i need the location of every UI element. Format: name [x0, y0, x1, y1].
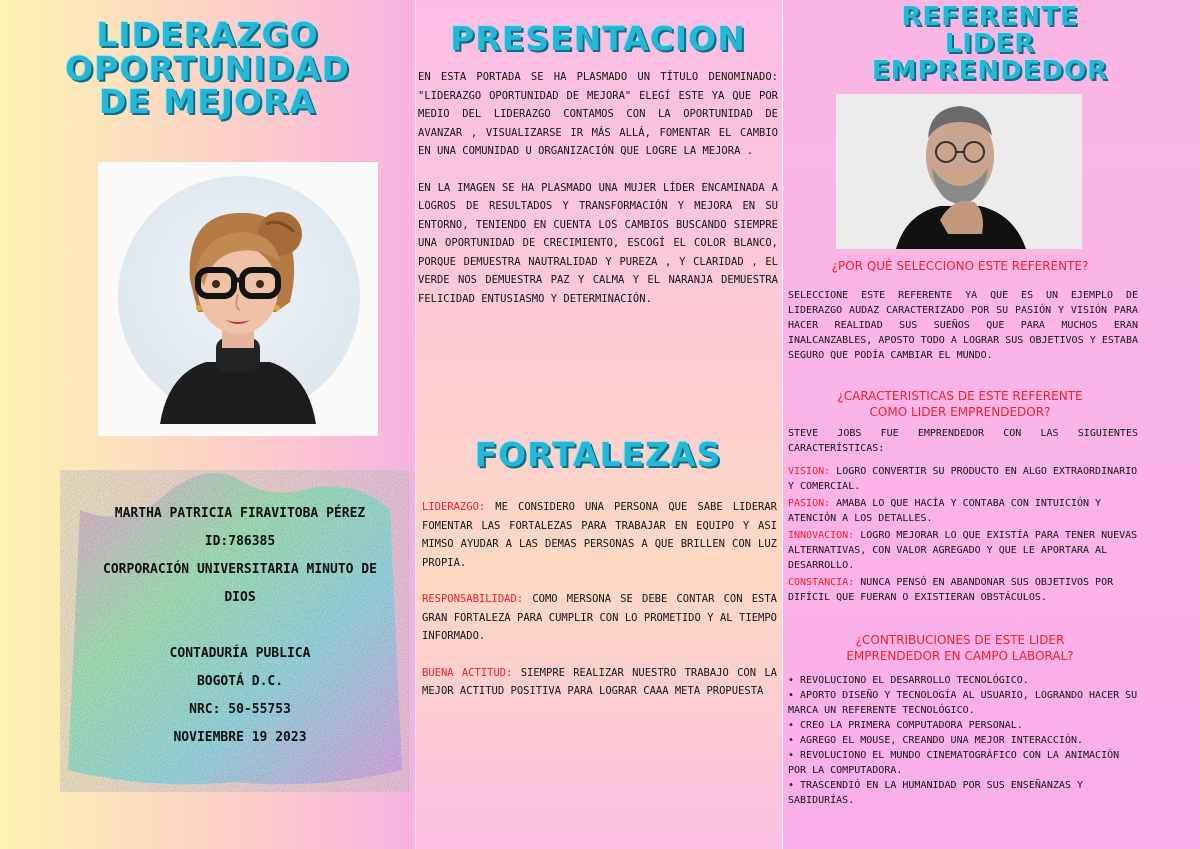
main-title — [20, 15, 395, 122]
referente-title — [790, 4, 1190, 84]
program: CONTADURÍA PUBLICA — [169, 646, 311, 661]
trait-label: PASION: — [788, 498, 831, 509]
presentacion-paragraph-1: EN ESTA PORTADA SE HA PLASMADO UN TÍTULO DENOMINADO: "LIDERAZGO OPORTUNIDAD DE MEJORA" ELEGÍ ESTE YA QUE POR MEDIO DEL LIDERAZGO CONTAMOS CON LA OPORTUNIDAD DE AVANZAR , VISUALIZARSE IR MÁS ALLÁ, FOMENTAR EL CAMBIO EN UNA COMUNIDAD U ORGANIZACIÓN QUE LOGRE LA MEJORA . — [418, 71, 778, 157]
portrait-illustration — [836, 94, 1082, 249]
city: BOGOTÁ D.C. — [196, 674, 284, 689]
trait-label: VISION: — [788, 466, 831, 477]
contribution-item: • CREO LA PRIMERA COMPUTADORA PERSONAL. — [788, 720, 1023, 731]
main-title-line-3: DE MEJORA — [98, 82, 317, 122]
fortaleza-text: COMO MERSONA SE DEBE CONTAR CON ESTA GRAN FORTALEZA PARA CUMPLIR CON LO PROMETIDO Y AL TIEMPO INFORMADO. — [422, 593, 777, 642]
woman-avatar-illustration — [98, 162, 378, 436]
fortaleza-label: LIDERAZGO: — [422, 501, 486, 513]
main-title-line-2: OPORTUNIDAD — [65, 48, 350, 88]
referente-title-line-3: EMPRENDEDOR — [871, 55, 1109, 86]
referente-title-line-2: LIDER — [944, 28, 1036, 59]
contribution-item: • APORTO DISEÑO Y TECNOLOGÍA AL USUARIO, LOGRANDO HACER SU MARCA UN REFERENTE TECNOLÓGICO. — [788, 690, 1138, 716]
main-title-line-1: LIDERAZGO — [96, 15, 319, 54]
fortaleza-text: ME CONSIDERO UNA PERSONA QUE SABE LIDERAR FOMENTAR LAS FORTALEZAS PARA TRABAJAR EN EQUIPO Y ASI MIMSO AYUDAR A LAS DEMAS PERSONAS A QUE BRILLEN CON LUZ PROPIA. — [422, 501, 777, 569]
steve-jobs-photo — [836, 94, 1082, 249]
fortalezas-title: FORTALEZAS — [474, 435, 722, 474]
nrc: NRC: 50-55753 — [189, 702, 291, 717]
fortaleza-text: SIEMPRE REALIZAR NUESTRO TRABAJO CON LA MEJOR ACTITUD POSITIVA PARA LOGRAR CAAA META PROPUESTA — [422, 666, 777, 697]
contribution-item: • REVOLUCIONO EL MUNDO CINEMATOGRÁFICO CON LA ANIMACIÓN POR LA COMPUTADORA. — [788, 750, 1120, 776]
trait-item — [788, 575, 1138, 605]
contributions-list — [788, 673, 1138, 808]
question-2-line-1: ¿CARACTERISTICAS DE ESTE REFERENTE — [837, 389, 1083, 403]
spacer — [64, 612, 416, 640]
referente-title-line-1: REFERENTE — [901, 2, 1079, 32]
trait-item — [788, 528, 1138, 573]
trait-item — [788, 496, 1138, 526]
question-1: ¿POR QUÉ SELECCIONO ESTE REFERENTE? — [831, 259, 1089, 273]
trait-text: LOGRO CONVERTIR SU PRODUCTO EN ALGO EXTRAORDINARIO Y COMERCIAL. — [788, 466, 1138, 492]
traits-list — [788, 464, 1138, 605]
author-name: MARTHA PATRICIA FIRAVITOBA PÉREZ — [114, 506, 366, 521]
author-info — [64, 500, 416, 752]
question-3 — [790, 632, 1130, 664]
question-2 — [790, 388, 1130, 420]
answer-2: STEVE JOBS FUE EMPRENDEDOR CON LAS SIGUIENTES CARACTERÍSTICAS: — [788, 428, 1138, 454]
question-3-line-1: ¿CONTRIBUCIONES DE ESTE LIDER — [855, 633, 1065, 647]
fortalezas-body — [422, 498, 777, 719]
trait-label: CONSTANCIA: — [788, 577, 855, 588]
presentacion-paragraph-2: EN LA IMAGEN SE HA PLASMADO UNA MUJER LÍDER ENCAMINADA A LOGROS DE RESULTADOS Y TRANSFORMACIÓN Y MEJORA EN SU ENTORNO, TENIENDO EN CUENTA LOS CAMBIOS BUSCANDO SIEMPRE UNA OPORTUNIDAD DE CRECIMIENTO, ESCOGÍ EL COLOR BLANCO, PORQUE DEMUESTRA NAUTRALIDAD Y PUREZA , Y CLARIDAD , EL VERDE NOS DEMUESTRA PAZ Y CALMA Y EL NARANJA DEMUESTRA FELICIDAD ENTUSIASMO Y DETERMINACIÓN. — [418, 181, 778, 305]
fortaleza-label: BUENA ACTITUD: — [422, 666, 513, 679]
trait-item — [788, 464, 1138, 494]
trait-text: LOGRO MEJORAR LO QUE EXISTÍA PARA TENER NUEVAS ALTERNATIVAS, CON VALOR AGREGADO Y QUE LE APORTARA AL DESARROLLO. — [788, 530, 1138, 571]
fortaleza-label: RESPONSABILIDAD: — [422, 593, 524, 605]
fortaleza-item — [422, 498, 777, 572]
university-line-1: CORPORACIÓN UNIVERSITARIA MINUTO DE — [103, 562, 377, 577]
trait-label: INNOVACION: — [788, 530, 855, 541]
trait-text: AMABA LO QUE HACÍA Y CONTABA CON INTUICIÓN Y ATENCIÓN A LOS DETALLES. — [788, 498, 1102, 524]
presentacion-title: PRESENTACION — [450, 19, 746, 58]
contribution-item: • REVOLUCIONO EL DESARROLLO TECNOLÓGICO. — [788, 675, 1029, 686]
university-line-2: DIOS — [224, 590, 256, 605]
presentacion-body — [418, 68, 778, 326]
avatar-image — [98, 162, 378, 436]
contribution-item: • AGREGO EL MOUSE, CREANDO UNA MEJOR INTERACCIÓN. — [788, 735, 1084, 746]
date: NOVIEMBRE 19 2023 — [173, 730, 307, 745]
question-3-line-2: EMPRENDEDOR EN CAMPO LABORAL? — [846, 649, 1074, 663]
fortaleza-item — [422, 590, 777, 646]
question-2-line-2: COMO LIDER EMPRENDEDOR? — [869, 405, 1051, 419]
answer-1: SELECCIONE ESTE REFERENTE YA QUE ES UN EJEMPLO DE LIDERAZGO AUDAZ CARACTERIZADO POR SU PASIÓN Y VISIÓN PARA HACER REALIDAD SUS SUEÑOS QUE PARA MUCHOS ERAN INALCANZABLES, APOSTO TODO A LOGRAR SUS OBJETIVOS Y ESTABA SEGURO QUE PODÍA CAMBIAR EL MUNDO. — [788, 290, 1138, 361]
fortaleza-item — [422, 664, 777, 701]
contribution-item: • TRASCENDIÓ EN LA HUMANIDAD POR SUS ENSEÑANZAS Y SABIDURÍAS. — [788, 780, 1084, 806]
trait-text: NUNCA PENSÓ EN ABANDONAR SUS OBJETIVOS POR DIFÍCIL QUE FUERAN O EXISTIERAN OBSTÁCULOS. — [788, 577, 1114, 603]
author-id: ID:786385 — [204, 534, 276, 549]
